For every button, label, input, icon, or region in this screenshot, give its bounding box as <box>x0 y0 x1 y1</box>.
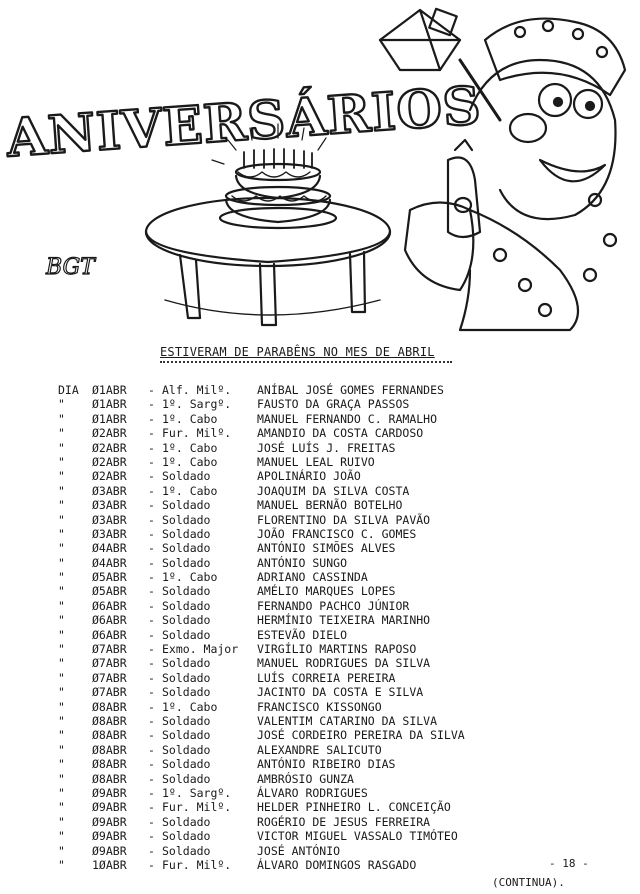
birthday-date: Ø8ABR <box>92 771 127 786</box>
list-item <box>58 556 528 570</box>
list-item <box>58 786 528 800</box>
separator-dash: - <box>148 627 155 642</box>
list-item <box>58 757 528 771</box>
birthday-date: Ø1ABR <box>92 397 127 412</box>
birthday-date: Ø9ABR <box>92 800 127 815</box>
person-name: MANUEL LEAL RUIVO <box>257 454 375 469</box>
person-name: ALEXANDRE SALICUTO <box>257 742 382 757</box>
rank: Soldado <box>162 541 211 556</box>
separator-dash: - <box>148 483 155 498</box>
separator-dash: - <box>148 411 155 426</box>
separator-dash: - <box>148 526 155 541</box>
list-item <box>58 397 528 411</box>
birthday-date: Ø6ABR <box>92 613 127 628</box>
rank: Soldado <box>162 613 211 628</box>
rank: 1º. Cabo <box>162 454 218 469</box>
separator-dash: - <box>148 426 155 441</box>
birthday-date: Ø7ABR <box>92 642 127 657</box>
birthday-date: Ø3ABR <box>92 498 127 513</box>
list-item <box>58 455 528 469</box>
dia-marker: " <box>58 656 65 671</box>
rank: Soldado <box>162 757 211 772</box>
person-name: JOSÉ CORDEIRO PEREIRA DA SILVA <box>257 728 465 743</box>
list-item <box>58 469 528 483</box>
rank: Soldado <box>162 555 211 570</box>
person-name: VIRGÍLIO MARTINS RAPOSO <box>257 642 417 657</box>
person-name: AMANDIO DA COSTA CARDOSO <box>257 426 424 441</box>
birthday-date: Ø9ABR <box>92 829 127 844</box>
birthday-date: Ø2ABR <box>92 469 127 484</box>
clown-character-drawing <box>380 9 625 330</box>
separator-dash: - <box>148 570 155 585</box>
list-item <box>58 728 528 742</box>
list-item <box>58 498 528 512</box>
person-name: FRANCISCO KISSONGO <box>257 699 382 714</box>
birthday-date: Ø9ABR <box>92 785 127 800</box>
dia-marker: " <box>58 555 65 570</box>
dia-marker: " <box>58 598 65 613</box>
rank: 1º. Cabo <box>162 411 218 426</box>
rank: Soldado <box>162 771 211 786</box>
list-item <box>58 829 528 843</box>
list-item <box>58 628 528 642</box>
page-number: - 18 - <box>549 857 589 870</box>
rank: 1º. Cabo <box>162 699 218 714</box>
person-name: MANUEL BERNÃO BOTELHO <box>257 498 403 513</box>
birthday-date: Ø7ABR <box>92 670 127 685</box>
dia-marker: " <box>58 814 65 829</box>
section-subtitle: ESTIVERAM DE PARABÊNS NO MES DE ABRIL <box>160 345 435 359</box>
separator-dash: - <box>148 757 155 772</box>
list-item <box>58 484 528 498</box>
dia-marker: " <box>58 728 65 743</box>
person-name: MANUEL FERNANDO C. RAMALHO <box>257 411 438 426</box>
list-item <box>58 383 528 397</box>
dia-marker: " <box>58 685 65 700</box>
person-name: FAUSTO DA GRAÇA PASSOS <box>257 397 410 412</box>
list-item <box>58 844 528 858</box>
person-name: APOLINÁRIO JOÃO <box>257 469 361 484</box>
birthday-date: Ø5ABR <box>92 584 127 599</box>
dia-marker: " <box>58 570 65 585</box>
rank: Soldado <box>162 584 211 599</box>
list-item <box>58 613 528 627</box>
title-banner: ANIVERSÁRIOS <box>4 75 484 170</box>
person-name: ROGÉRIO DE JESUS FERREIRA <box>257 814 431 829</box>
birthday-date: 1ØABR <box>92 857 127 872</box>
person-name: ESTEVÃO DIELO <box>257 627 348 642</box>
separator-dash: - <box>148 713 155 728</box>
list-item <box>58 685 528 699</box>
rank: 1º. Cabo <box>162 440 218 455</box>
separator-dash: - <box>148 397 155 412</box>
person-name: ANTÓNIO SUNGO <box>257 555 348 570</box>
person-name: VICTOR MIGUEL VASSALO TIMÓTEO <box>257 829 458 844</box>
separator-dash: - <box>148 800 155 815</box>
rank: Soldado <box>162 814 211 829</box>
birthday-list <box>58 383 528 872</box>
list-item <box>58 541 528 555</box>
rank: Soldado <box>162 656 211 671</box>
rank: Soldado <box>162 685 211 700</box>
rank: Soldado <box>162 627 211 642</box>
separator-dash: - <box>148 555 155 570</box>
table-drawing <box>146 198 390 325</box>
person-name: ANÍBAL JOSÉ GOMES FERNANDES <box>257 383 444 397</box>
birthday-date: Ø3ABR <box>92 483 127 498</box>
dia-marker: " <box>58 397 65 412</box>
separator-dash: - <box>148 829 155 844</box>
separator-dash: - <box>148 454 155 469</box>
person-name: ADRIANO CASSINDA <box>257 570 368 585</box>
artist-mark: BGT <box>46 255 95 280</box>
birthday-date: Ø7ABR <box>92 685 127 700</box>
list-item <box>58 570 528 584</box>
person-name: JOSÉ LUÍS J. FREITAS <box>257 440 396 455</box>
list-item <box>58 800 528 814</box>
rank: Soldado <box>162 598 211 613</box>
continua-note: (CONTINUA). <box>492 876 565 889</box>
dia-marker: " <box>58 829 65 844</box>
person-name: ÁLVARO DOMINGOS RASGADO <box>257 857 417 872</box>
birthday-date: Ø8ABR <box>92 742 127 757</box>
dia-marker: " <box>58 713 65 728</box>
person-name: JOSÉ ANTÓNIO <box>257 843 341 858</box>
dia-marker: " <box>58 699 65 714</box>
rank: 1º. Cabo <box>162 570 218 585</box>
list-item <box>58 642 528 656</box>
rank: Fur. Milº. <box>162 426 232 441</box>
birthday-date: Ø4ABR <box>92 555 127 570</box>
list-item <box>58 599 528 613</box>
dia-marker: " <box>58 483 65 498</box>
separator-dash: - <box>148 584 155 599</box>
dia-marker: " <box>58 670 65 685</box>
separator-dash: - <box>148 541 155 556</box>
rank: Soldado <box>162 469 211 484</box>
rank: Soldado <box>162 843 211 858</box>
person-name: FERNANDO PACHCO JÚNIOR <box>257 598 410 613</box>
dia-marker: " <box>58 498 65 513</box>
list-item <box>58 584 528 598</box>
birthday-date: Ø8ABR <box>92 757 127 772</box>
list-item <box>58 412 528 426</box>
separator-dash: - <box>148 785 155 800</box>
dia-marker: " <box>58 584 65 599</box>
dia-marker: " <box>58 613 65 628</box>
birthday-date: Ø1ABR <box>92 411 127 426</box>
list-item <box>58 772 528 786</box>
person-name: VALENTIM CATARINO DA SILVA <box>257 713 438 728</box>
birthday-date: Ø7ABR <box>92 656 127 671</box>
list-item <box>58 743 528 757</box>
dia-marker: " <box>58 742 65 757</box>
dia-marker: " <box>58 440 65 455</box>
person-name: ANTÓNIO SIMÕES ALVES <box>257 541 396 556</box>
rank: 1º. Sargº. <box>162 397 232 412</box>
rank: Soldado <box>162 512 211 527</box>
dia-marker: " <box>58 512 65 527</box>
rank: Soldado <box>162 742 211 757</box>
list-item <box>58 513 528 527</box>
separator-dash: - <box>148 771 155 786</box>
person-name: AMBRÓSIO GUNZA <box>257 771 354 786</box>
person-name: JOAQUIM DA SILVA COSTA <box>257 483 410 498</box>
person-name: HERMÍNIO TEIXEIRA MARINHO <box>257 613 431 628</box>
dia-marker: " <box>58 627 65 642</box>
rank: Soldado <box>162 670 211 685</box>
dia-marker: " <box>58 541 65 556</box>
separator-dash: - <box>148 512 155 527</box>
dia-marker: DIA <box>58 383 79 397</box>
subtitle-divider <box>160 361 452 363</box>
dia-marker: " <box>58 454 65 469</box>
separator-dash: - <box>148 440 155 455</box>
separator-dash: - <box>148 670 155 685</box>
rank: Soldado <box>162 829 211 844</box>
dia-marker: " <box>58 771 65 786</box>
dia-marker: " <box>58 526 65 541</box>
person-name: AMÉLIO MARQUES LOPES <box>257 584 396 599</box>
list-item <box>58 714 528 728</box>
birthday-date: Ø8ABR <box>92 713 127 728</box>
birthday-date: Ø2ABR <box>92 426 127 441</box>
person-name: HELDER PINHEIRO L. CONCEIÇÃO <box>257 800 451 815</box>
rank: Soldado <box>162 498 211 513</box>
rank: Exmo. Major <box>162 642 239 657</box>
list-item <box>58 700 528 714</box>
list-item <box>58 815 528 829</box>
birthday-date: Ø8ABR <box>92 699 127 714</box>
list-item <box>58 656 528 670</box>
separator-dash: - <box>148 598 155 613</box>
dia-marker: " <box>58 642 65 657</box>
dia-marker: " <box>58 800 65 815</box>
separator-dash: - <box>148 728 155 743</box>
dia-marker: " <box>58 843 65 858</box>
dia-marker: " <box>58 411 65 426</box>
dia-marker: " <box>58 757 65 772</box>
birthday-date: Ø2ABR <box>92 454 127 469</box>
separator-dash: - <box>148 469 155 484</box>
rank: Fur. Milº. <box>162 800 232 815</box>
person-name: FLORENTINO DA SILVA PAVÃO <box>257 512 431 527</box>
birthday-date: Ø8ABR <box>92 728 127 743</box>
dia-marker: " <box>58 469 65 484</box>
rank: Alf. Milº. <box>162 383 232 397</box>
list-item <box>58 671 528 685</box>
separator-dash: - <box>148 685 155 700</box>
person-name: JACINTO DA COSTA E SILVA <box>257 685 424 700</box>
birthday-date: Ø9ABR <box>92 843 127 858</box>
birthday-date: Ø9ABR <box>92 814 127 829</box>
birthday-date: Ø3ABR <box>92 526 127 541</box>
birthday-date: Ø6ABR <box>92 627 127 642</box>
birthday-date: Ø1ABR <box>92 383 127 397</box>
separator-dash: - <box>148 642 155 657</box>
separator-dash: - <box>148 857 155 872</box>
list-item <box>58 426 528 440</box>
birthday-date: Ø6ABR <box>92 598 127 613</box>
rank: Soldado <box>162 728 211 743</box>
birthday-date: Ø5ABR <box>92 570 127 585</box>
dia-marker: " <box>58 785 65 800</box>
birthday-date: Ø2ABR <box>92 440 127 455</box>
separator-dash: - <box>148 843 155 858</box>
dia-marker: " <box>58 426 65 441</box>
separator-dash: - <box>148 498 155 513</box>
separator-dash: - <box>148 699 155 714</box>
separator-dash: - <box>148 613 155 628</box>
birthday-date: Ø4ABR <box>92 541 127 556</box>
rank: Soldado <box>162 713 211 728</box>
birthday-cartoon-illustration <box>0 0 640 340</box>
person-name: ANTÓNIO RIBEIRO DIAS <box>257 757 396 772</box>
list-item <box>58 858 528 872</box>
rank: Fur. Milº. <box>162 857 232 872</box>
separator-dash: - <box>148 742 155 757</box>
birthday-date: Ø3ABR <box>92 512 127 527</box>
rank: 1º. Cabo <box>162 483 218 498</box>
list-item <box>58 441 528 455</box>
rank: 1º. Sargº. <box>162 785 232 800</box>
person-name: ÁLVARO RODRIGUES <box>257 785 368 800</box>
person-name: LUÍS CORREIA PEREIRA <box>257 670 396 685</box>
person-name: MANUEL RODRIGUES DA SILVA <box>257 656 431 671</box>
rank: Soldado <box>162 526 211 541</box>
list-item <box>58 527 528 541</box>
dia-marker: " <box>58 857 65 872</box>
person-name: JOÃO FRANCISCO C. GOMES <box>257 526 417 541</box>
separator-dash: - <box>148 656 155 671</box>
separator-dash: - <box>148 383 155 397</box>
separator-dash: - <box>148 814 155 829</box>
